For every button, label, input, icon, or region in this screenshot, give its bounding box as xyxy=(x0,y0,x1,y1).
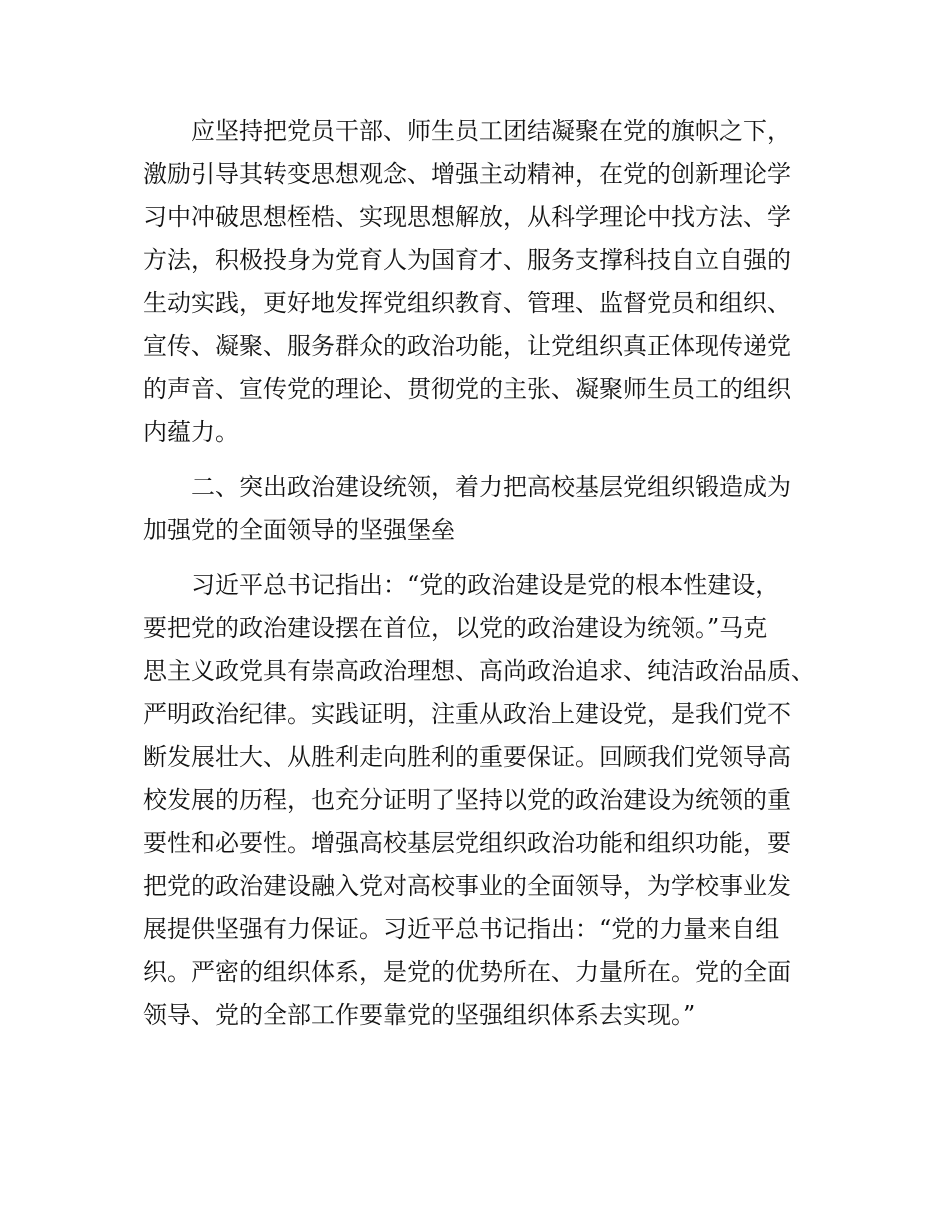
paragraph-gap xyxy=(143,454,813,466)
paragraph-1 xyxy=(143,110,813,454)
text-line: 习近平总书记指出：“党的政治建设是党的根本性建设， xyxy=(191,571,780,599)
text-line: 宣传、凝聚、服务群众的政治功能，让党组织真正体现传递党 xyxy=(143,332,791,360)
text-line: 习中冲破思想桎梏、实现思想解放，从科学理论中找方法、学 xyxy=(143,203,791,231)
text-line: 思主义政党具有崇高政治理想、高尚政治追求、纯洁政治品质、 xyxy=(143,657,815,685)
text-line: 展提供坚强有力保证。习近平总书记指出：“党的力量来自组 xyxy=(143,915,780,943)
text-line: 激励引导其转变思想观念、增强主动精神，在党的创新理论学 xyxy=(143,160,791,188)
section-heading xyxy=(143,466,813,552)
text-line: 应坚持把党员干部、师生员工团结凝聚在党的旗帜之下， xyxy=(191,117,791,145)
text-line: 领导、党的全部工作要靠党的坚强组织体系去实现。” xyxy=(143,1001,696,1029)
text-line: 方法，积极投身为党育人为国育才、服务支撑科技自立自强的 xyxy=(143,246,791,274)
text-line: 生动实践，更好地发挥党组织教育、管理、监督党员和组织、 xyxy=(143,289,791,317)
paragraph-2 xyxy=(143,564,813,1037)
text-line: 校发展的历程，也充分证明了坚持以党的政治建设为统领的重 xyxy=(143,786,791,814)
text-line: 断发展壮大、从胜利走向胜利的重要保证。回顾我们党领导高 xyxy=(143,743,791,771)
text-line: 的声音、宣传党的理论、贯彻党的主张、凝聚师生员工的组织 xyxy=(143,375,791,403)
heading-line: 二、突出政治建设统领，着力把高校基层党组织锻造成为 xyxy=(191,473,791,501)
paragraph-gap xyxy=(143,552,813,564)
text-line: 把党的政治建设融入党对高校事业的全面领导，为学校事业发 xyxy=(143,872,791,900)
document-body xyxy=(143,110,813,1037)
heading-line: 加强党的全面领导的坚强堡垒 xyxy=(143,516,455,544)
text-line: 要把党的政治建设摆在首位，以党的政治建设为统领。”马克 xyxy=(143,614,768,642)
text-line: 织。严密的组织体系，是党的优势所在、力量所在。党的全面 xyxy=(143,958,791,986)
text-line: 严明政治纪律。实践证明，注重从政治上建设党，是我们党不 xyxy=(143,700,791,728)
text-line: 内蕴力。 xyxy=(143,418,239,446)
text-line: 要性和必要性。增强高校基层党组织政治功能和组织功能，要 xyxy=(143,829,791,857)
